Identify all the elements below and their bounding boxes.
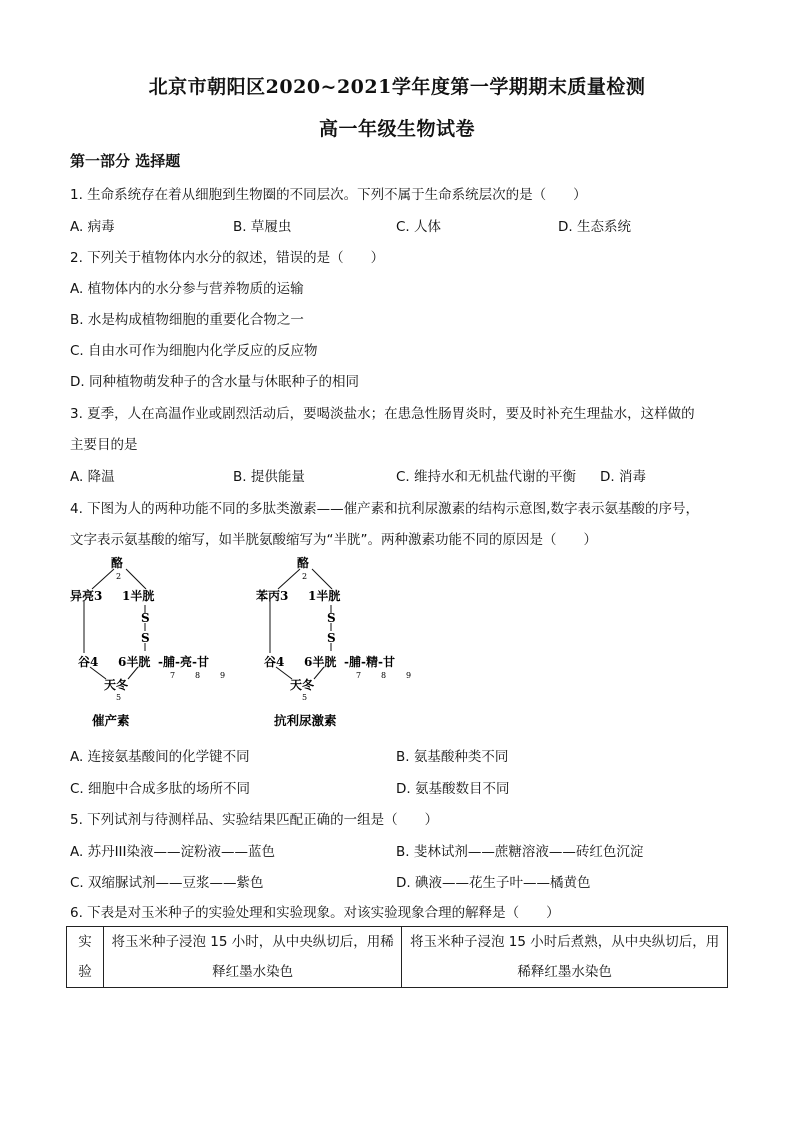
cell-line: 稀释红墨水染色	[517, 964, 612, 980]
aa-number: 9	[220, 671, 226, 680]
aa-number: 9	[406, 671, 412, 680]
experiment-table	[66, 926, 728, 988]
q5-option-c: C. 双缩脲试剂——豆浆——紫色	[70, 875, 264, 891]
q3-option-b: B. 提供能量	[233, 469, 305, 485]
q1-option-d: D. 生态系统	[558, 219, 631, 235]
sulfur-label: S	[327, 631, 336, 645]
section-heading: 第一部分 选择题	[70, 152, 181, 170]
aa-label: 6半胱	[118, 655, 151, 669]
q2-option-b: B. 水是构成植物细胞的重要化合物之一	[70, 312, 304, 328]
aa-label: 酪	[297, 556, 310, 570]
aa-label: 异亮3	[70, 589, 103, 603]
sulfur-label: S	[141, 611, 150, 625]
q4-stem-line2: 文字表示氨基酸的缩写，如半胱氨酸缩写为“半胱”。两种激素功能不同的原因是（ ）	[70, 532, 597, 548]
q3-option-a: A. 降温	[70, 469, 115, 485]
table-row	[67, 927, 728, 988]
header-char: 实	[78, 934, 92, 950]
aa-number: 8	[195, 671, 201, 680]
vasopressin-structure	[256, 555, 411, 728]
aa-label: 谷4	[78, 655, 99, 669]
header-char: 验	[78, 964, 92, 980]
cell-line: 释红墨水染色	[212, 964, 294, 980]
q3-stem-line2: 主要目的是	[70, 437, 138, 453]
oxytocin-caption: 催产素	[92, 713, 130, 728]
q1-option-c: C. 人体	[396, 219, 442, 235]
q5-option-d: D. 碘液——花生子叶——橘黄色	[396, 875, 591, 891]
q5-option-b: B. 斐林试剂——蔗糖溶液——砖红色沉淀	[396, 844, 644, 860]
q4-stem-line1: 4. 下图为人的两种功能不同的多肽类激素——催产素和抗利尿激素的结构示意图,数字表示氨基酸的序号，	[70, 501, 699, 517]
aa-number: 5	[302, 693, 308, 702]
cell-line: 将玉米种子浸泡 15 小时后煮熟，从中央纵切后，用	[409, 934, 720, 950]
q4-option-b: B. 氨基酸种类不同	[396, 749, 509, 765]
aa-label: 苯丙3	[256, 589, 289, 603]
table-cell-treatment-2	[402, 927, 728, 988]
aa-number: 2	[116, 572, 122, 581]
aa-label: 酪	[111, 556, 124, 570]
aa-number: 8	[381, 671, 387, 680]
q3-option-d: D. 消毒	[600, 469, 646, 485]
q2-option-a: A. 植物体内的水分参与营养物质的运输	[70, 281, 304, 297]
q3-stem-line1: 3. 夏季，人在高温作业或剧烈活动后，要喝淡盐水；在患急性肠胃炎时，要及时补充生理盐水，这样做的	[70, 406, 695, 422]
q1-option-b: B. 草履虫	[233, 219, 292, 235]
q1-stem: 1. 生命系统存在着从细胞到生物圈的不同层次。下列不属于生命系统层次的是（ ）	[70, 187, 587, 203]
aa-chain-tail: -脯-亮-甘	[158, 655, 209, 669]
bond-line	[92, 569, 114, 589]
aa-number: 2	[302, 572, 308, 581]
oxytocin-structure	[70, 555, 225, 728]
q2-option-d: D. 同种植物萌发种子的含水量与休眠种子的相同	[70, 374, 359, 390]
q6-stem: 6. 下表是对玉米种子的实验处理和实验现象。对该实验现象合理的解释是（ ）	[70, 905, 560, 921]
aa-chain-tail: -脯-精-甘	[344, 655, 395, 669]
aa-number: 7	[356, 671, 362, 680]
q1-option-a: A. 病毒	[70, 219, 115, 235]
exam-subtitle: 高一年级生物试卷	[318, 118, 475, 140]
bond-line	[312, 569, 332, 589]
q5-option-a: A. 苏丹III染液——淀粉液——蓝色	[70, 844, 276, 860]
q3-option-c: C. 维持水和无机盐代谢的平衡	[396, 469, 577, 485]
aa-label: 6半胱	[304, 655, 337, 669]
hormone-structure-figure	[70, 555, 470, 735]
q5-stem: 5. 下列试剂与待测样品、实验结果匹配正确的一组是（ ）	[70, 812, 439, 828]
q2-stem: 2. 下列关于植物体内水分的叙述，错误的是（ ）	[70, 250, 385, 266]
aa-label: 1半胱	[308, 589, 341, 603]
q4-option-a: A. 连接氨基酸间的化学键不同	[70, 749, 250, 765]
table-cell-treatment-1	[104, 927, 402, 988]
cell-line: 将玉米种子浸泡 15 小时，从中央纵切后，用稀	[111, 934, 394, 950]
aa-label: 谷4	[264, 655, 285, 669]
q2-option-c: C. 自由水可作为细胞内化学反应的反应物	[70, 343, 318, 359]
aa-number: 5	[116, 693, 122, 702]
table-header-cell	[67, 927, 104, 988]
aa-label: 1半胱	[122, 589, 155, 603]
sulfur-label: S	[327, 611, 336, 625]
bond-line	[126, 569, 146, 589]
bond-line	[278, 569, 300, 589]
aa-label: 天冬	[104, 678, 129, 692]
hormone-structure-svg	[70, 555, 470, 735]
q4-option-d: D. 氨基酸数目不同	[396, 781, 510, 797]
aa-number: 7	[170, 671, 176, 680]
vasopressin-caption: 抗利尿激素	[274, 713, 337, 728]
aa-label: 天冬	[290, 678, 315, 692]
q4-option-c: C. 细胞中合成多肽的场所不同	[70, 781, 251, 797]
exam-title: 北京市朝阳区2020~2021学年度第一学期期末质量检测	[148, 76, 646, 98]
sulfur-label: S	[141, 631, 150, 645]
